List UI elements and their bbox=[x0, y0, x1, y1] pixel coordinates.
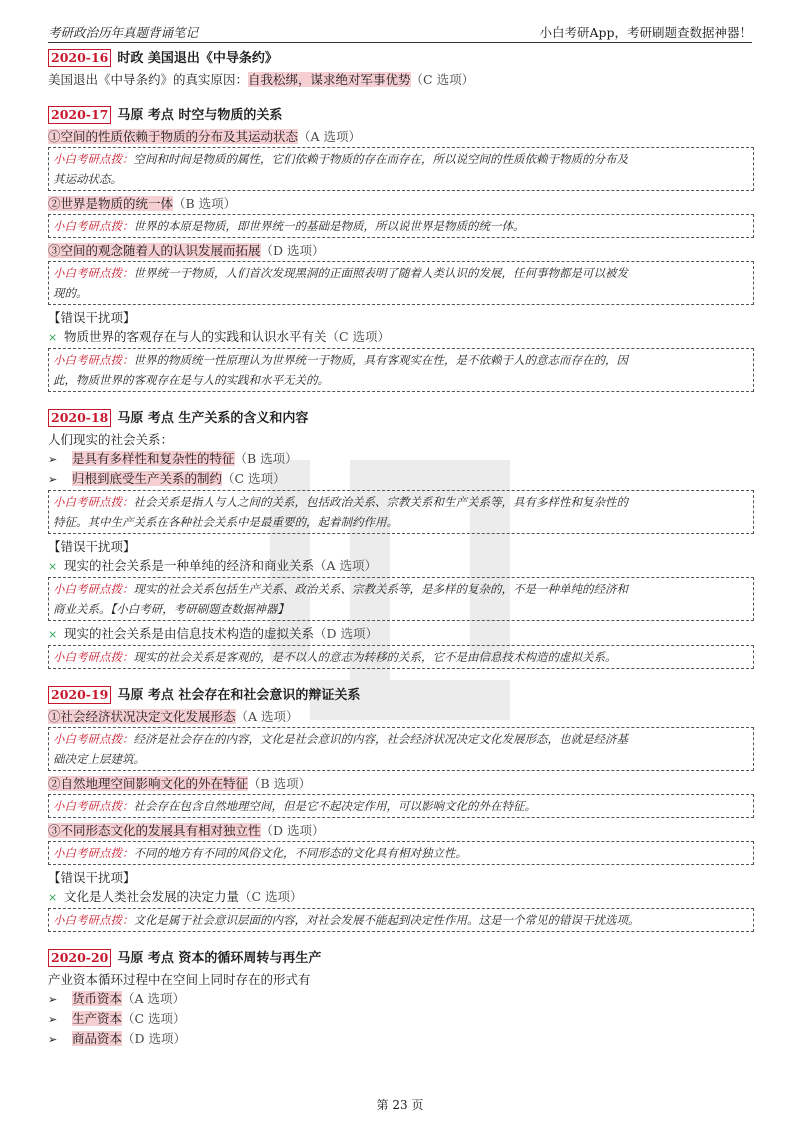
option-label: （A 选项） bbox=[298, 129, 362, 144]
wrong-item bbox=[48, 556, 754, 576]
option-label: （C 选项） bbox=[222, 471, 286, 486]
item-highlight: 归根到底受生产关系的制约 bbox=[72, 471, 223, 486]
wrong-item bbox=[48, 887, 754, 907]
tip-box bbox=[48, 645, 754, 669]
section-heading bbox=[48, 948, 754, 970]
answer-prefix: 美国退出《中导条约》的真实原因： bbox=[48, 72, 249, 87]
option-label: （C 选项） bbox=[122, 1011, 186, 1026]
option-label: （D 选项） bbox=[314, 626, 378, 641]
tip-label: 小白考研点拨： bbox=[53, 152, 134, 166]
tip-text: 现的。 bbox=[53, 286, 88, 300]
bullet-item bbox=[48, 449, 754, 469]
tip-label: 小白考研点拨： bbox=[53, 732, 134, 746]
tip-box bbox=[48, 490, 754, 534]
page-content bbox=[48, 48, 754, 1065]
section-title: 马原 考点 时空与物质的关系 bbox=[117, 108, 283, 123]
tip-label: 小白考研点拨： bbox=[53, 219, 134, 233]
option-label: （C 选项） bbox=[326, 329, 391, 344]
answer-highlight: 自我松绑，谋求绝对军事优势 bbox=[248, 72, 411, 87]
tip-label: 小白考研点拨： bbox=[53, 266, 134, 280]
bullet-item bbox=[48, 989, 754, 1009]
question-tag: 2020-20 bbox=[48, 949, 111, 967]
tip-text: 文化是属于社会意识层面的内容，对社会发展不能起到决定性作用。这是一个常见的错误干扰选项。 bbox=[133, 913, 640, 927]
correct-item bbox=[48, 707, 754, 726]
tip-text: 世界的物质统一性原理认为世界统一于物质，具有客观实在性，是不依赖于人的意志而存在的，因 bbox=[133, 353, 628, 367]
tip-text: 社会存在包含自然地理空间，但是它不起决定作用，可以影响文化的外在特征。 bbox=[133, 799, 536, 813]
tip-box bbox=[48, 147, 754, 191]
arrow-bullet-icon: ➢ bbox=[48, 473, 58, 486]
item-highlight: 货币资本 bbox=[72, 991, 123, 1006]
wrong-text: 现实的社会关系是由信息技术构造的虚拟关系 bbox=[63, 626, 314, 641]
question-2020-16 bbox=[48, 48, 754, 89]
option-label: （C 选项） bbox=[410, 72, 475, 87]
tip-box bbox=[48, 214, 754, 238]
correct-item bbox=[48, 194, 754, 213]
page-number: 第 23 页 bbox=[376, 1098, 424, 1112]
item-highlight: ③不同形态文化的发展具有相对独立性 bbox=[48, 823, 261, 838]
section-title: 马原 考点 社会存在和社会意识的辩证关系 bbox=[117, 688, 361, 703]
item-highlight: ②自然地理空间影响文化的外在特征 bbox=[48, 776, 249, 791]
answer-line bbox=[48, 70, 754, 89]
correct-item bbox=[48, 127, 754, 146]
bullet-item bbox=[48, 1029, 754, 1049]
bullet-item bbox=[48, 469, 754, 489]
tip-box bbox=[48, 577, 754, 621]
option-label: （B 选项） bbox=[248, 776, 312, 791]
cross-icon: × bbox=[48, 628, 58, 641]
tip-text: 经济是社会存在的内容，文化是社会意识的内容，社会经济状况决定文化发展形态，也就是经济基 bbox=[133, 732, 628, 746]
tip-box bbox=[48, 841, 754, 865]
intro-text: 人们现实的社会关系： bbox=[48, 432, 174, 447]
question-2020-18 bbox=[48, 408, 754, 669]
section-heading bbox=[48, 105, 754, 127]
wrong-text: 物质世界的客观存在与人的实践和认识水平有关 bbox=[63, 329, 327, 344]
wrong-item bbox=[48, 327, 754, 347]
intro-text: 产业资本循环过程中在空间上同时存在的形式有 bbox=[48, 972, 311, 987]
item-highlight: ①空间的性质依赖于物质的分布及其运动状态 bbox=[48, 129, 299, 144]
item-highlight: 是具有多样性和复杂性的特征 bbox=[72, 451, 235, 466]
wrong-item bbox=[48, 624, 754, 644]
tip-text: 世界统一于物质，人们首次发现黑洞的正面照表明了随着人类认识的发展，任何事物都是可以被发 bbox=[133, 266, 628, 280]
header-slogan: 小白考研App，考研刷题查数据神器！ bbox=[539, 25, 752, 40]
tip-text: 社会关系是指人与人之间的关系，包括政治关系、宗教关系和生产关系等，具有多样性和复杂性的 bbox=[133, 495, 628, 509]
tip-label: 小白考研点拨： bbox=[53, 353, 134, 367]
tip-box bbox=[48, 908, 754, 932]
section-title: 时政 美国退出《中导条约》 bbox=[117, 51, 278, 66]
wrong-options-heading: 【错误干扰项】 bbox=[48, 539, 136, 554]
option-label: （D 选项） bbox=[260, 243, 325, 258]
item-highlight: ②世界是物质的统一体 bbox=[48, 196, 174, 211]
question-2020-19 bbox=[48, 685, 754, 932]
option-label: （D 选项） bbox=[260, 823, 325, 838]
tip-label: 小白考研点拨： bbox=[53, 495, 134, 509]
tip-box bbox=[48, 727, 754, 771]
tip-box bbox=[48, 794, 754, 818]
item-highlight: ①社会经济状况决定文化发展形态 bbox=[48, 709, 236, 724]
tip-text: 础决定上层建筑。 bbox=[53, 752, 145, 766]
item-highlight: ③空间的观念随着人的认识发展而拓展 bbox=[48, 243, 261, 258]
option-label: （D 选项） bbox=[122, 1031, 187, 1046]
tip-label: 小白考研点拨： bbox=[53, 846, 134, 860]
cross-icon: × bbox=[48, 891, 58, 904]
correct-item bbox=[48, 241, 754, 260]
tip-text: 此，物质世界的客观存在是与人的实践和水平无关的。 bbox=[53, 373, 329, 387]
tip-box bbox=[48, 348, 754, 392]
item-highlight: 生产资本 bbox=[72, 1011, 123, 1026]
question-2020-20 bbox=[48, 948, 754, 1049]
arrow-bullet-icon: ➢ bbox=[48, 1013, 58, 1026]
wrong-options-heading: 【错误干扰项】 bbox=[48, 310, 136, 325]
item-highlight: 商品资本 bbox=[72, 1031, 123, 1046]
option-label: （A 选项） bbox=[314, 558, 378, 573]
tip-text: 特征。其中生产关系在各种社会关系中是最重要的，起着制约作用。 bbox=[53, 515, 398, 529]
option-label: （C 选项） bbox=[239, 889, 303, 904]
question-tag: 2020-17 bbox=[48, 106, 111, 124]
wrong-text: 现实的社会关系是一种单纯的经济和商业关系 bbox=[63, 558, 314, 573]
header-title: 考研政治历年真题背诵笔记 bbox=[48, 25, 199, 40]
cross-icon: × bbox=[48, 560, 58, 573]
section-heading bbox=[48, 48, 754, 70]
tip-label: 小白考研点拨： bbox=[53, 799, 134, 813]
arrow-bullet-icon: ➢ bbox=[48, 1033, 58, 1046]
tip-text: 不同的地方有不同的风俗文化，不同形态的文化具有相对独立性。 bbox=[133, 846, 467, 860]
option-label: （B 选项） bbox=[234, 451, 298, 466]
option-label: （A 选项） bbox=[235, 709, 299, 724]
section-title: 马原 考点 资本的循环周转与再生产 bbox=[117, 951, 322, 966]
tip-text: 其运动状态。 bbox=[53, 172, 122, 186]
question-tag: 2020-16 bbox=[48, 49, 111, 67]
wrong-text: 文化是人类社会发展的决定力量 bbox=[63, 889, 239, 904]
correct-item bbox=[48, 821, 754, 840]
section-heading bbox=[48, 685, 754, 707]
tip-label: 小白考研点拨： bbox=[53, 650, 134, 664]
option-label: （B 选项） bbox=[173, 196, 237, 211]
question-tag: 2020-19 bbox=[48, 686, 111, 704]
arrow-bullet-icon: ➢ bbox=[48, 993, 58, 1006]
tip-text: 现实的社会关系包括生产关系、政治关系、宗教关系等，是多样的复杂的，不是一种单纯的经济和 bbox=[133, 582, 628, 596]
tip-label: 小白考研点拨： bbox=[53, 582, 134, 596]
tip-text: 空间和时间是物质的属性，它们依赖于物质的存在而存在，所以说空间的性质依赖于物质的分布及 bbox=[133, 152, 628, 166]
tip-text: 商业关系。【小白考研，考研刷题查数据神器】 bbox=[53, 602, 289, 616]
option-label: （A 选项） bbox=[122, 991, 186, 1006]
bullet-item bbox=[48, 1009, 754, 1029]
cross-icon: × bbox=[48, 331, 58, 344]
section-title: 马原 考点 生产关系的含义和内容 bbox=[117, 411, 309, 426]
tip-text: 现实的社会关系是客观的，是不以人的意志为转移的关系，它不是由信息技术构造的虚拟关系。 bbox=[133, 650, 617, 664]
question-tag: 2020-18 bbox=[48, 409, 111, 427]
wrong-options-heading: 【错误干扰项】 bbox=[48, 870, 136, 885]
question-2020-17 bbox=[48, 105, 754, 392]
arrow-bullet-icon: ➢ bbox=[48, 453, 58, 466]
tip-text: 世界的本原是物质，即世界统一的基础是物质，所以说世界是物质的统一体。 bbox=[133, 219, 525, 233]
page-header bbox=[48, 22, 752, 43]
tip-box bbox=[48, 261, 754, 305]
tip-label: 小白考研点拨： bbox=[53, 913, 134, 927]
correct-item bbox=[48, 774, 754, 793]
section-heading bbox=[48, 408, 754, 430]
